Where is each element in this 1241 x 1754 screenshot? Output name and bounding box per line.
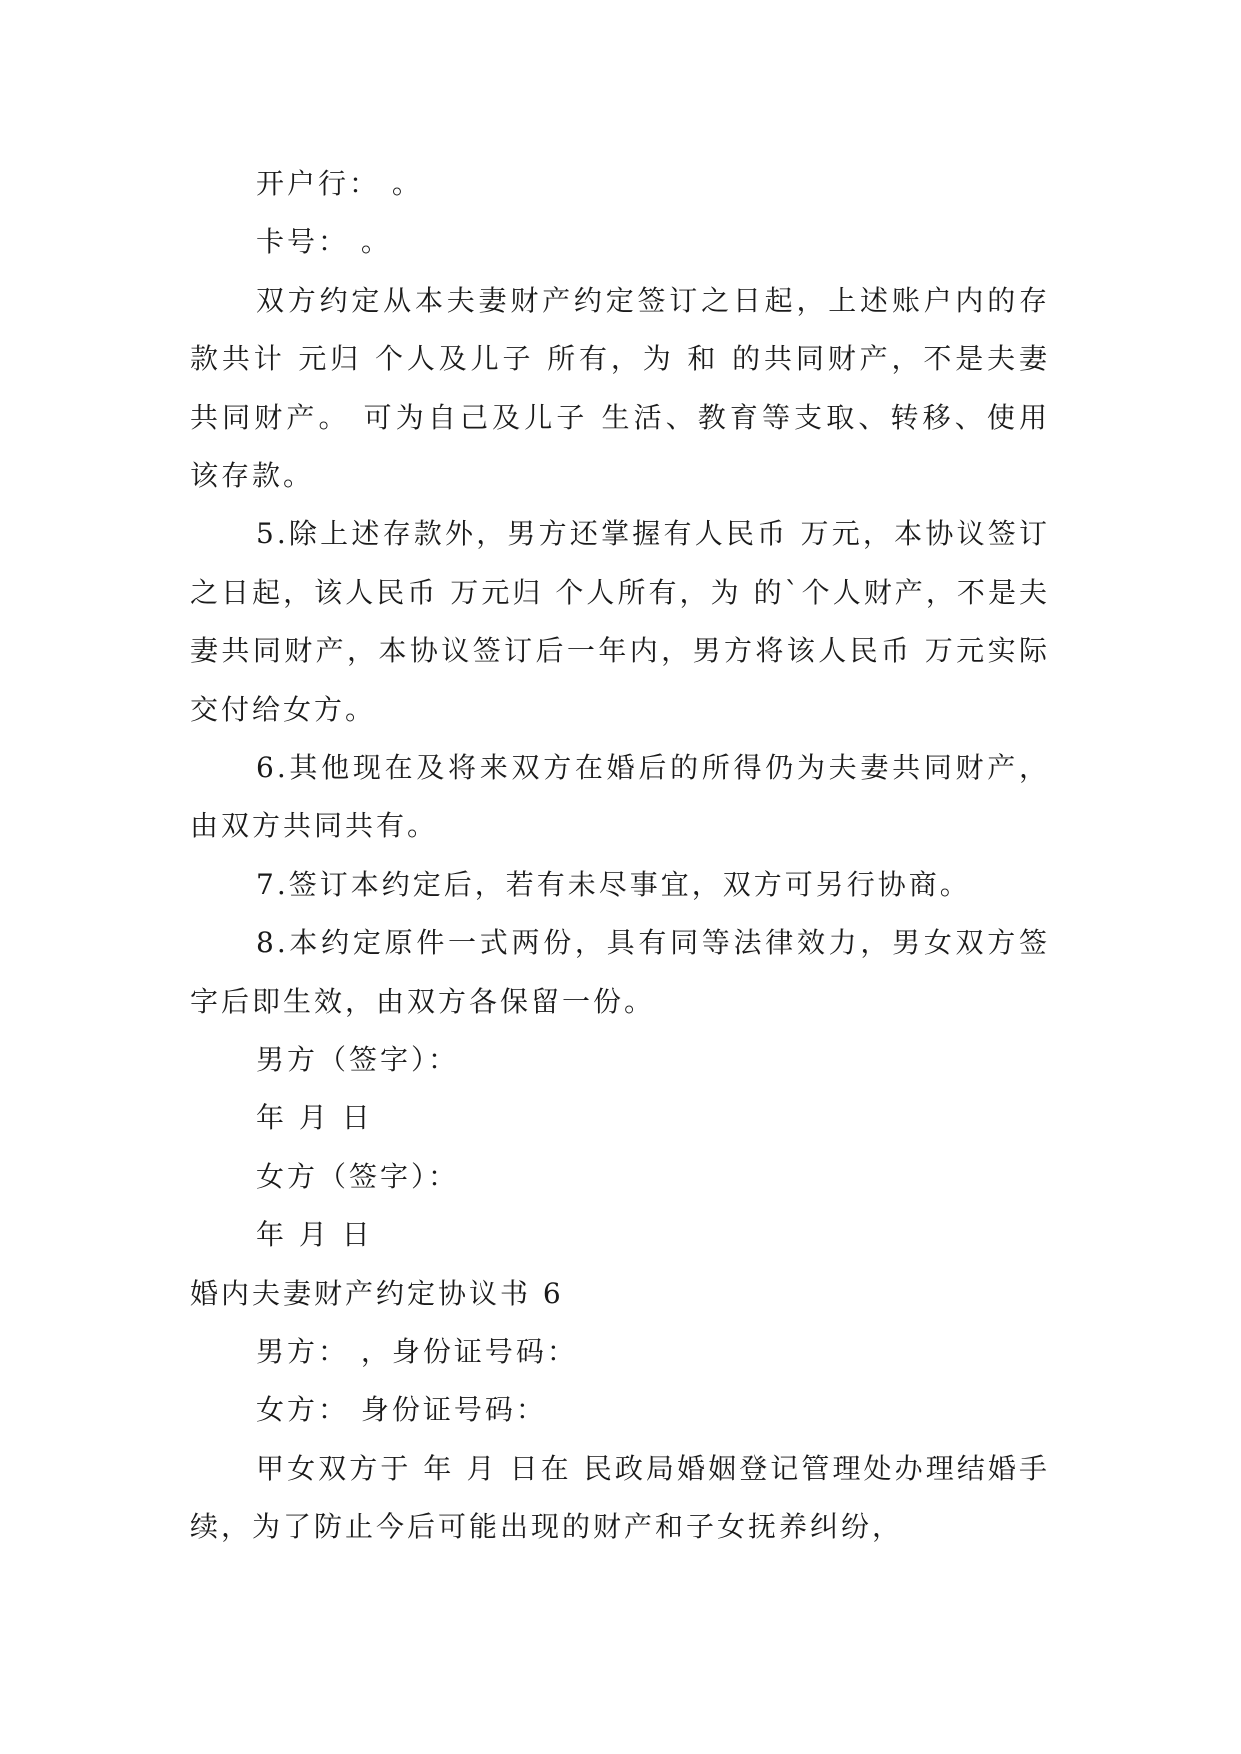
deposit-paragraph: 双方约定从本夫妻财产约定签订之日起，上述账户内的存款共计 元归 个人及儿子 所有，为 和 的共同财产，不是夫妻共同财产。 可为自己及儿子 生活、教育等支取、转移、使用该存款。 [190,283,1050,492]
clause-6-paragraph: 6.其他现在及将来双方在婚后的所得仍为夫妻共同财产，由双方共同共有。 [190,751,1050,843]
male-date-line: 年 月 日 [256,1101,373,1135]
bank-line: 开户行： 。 [256,167,423,200]
clause-8-paragraph: 8.本约定原件一式两份，具有同等法律效力，男女双方签字后即生效，由双方各保留一份。 [190,926,1050,1018]
document-body [190,155,1050,1557]
female-signature-line: 女方（签字）： [256,1159,460,1193]
male-signature-line: 男方（签字）： [256,1043,460,1077]
female-date-line: 年 月 日 [256,1218,373,1252]
intro-paragraph: 甲女双方于 年 月 日在 民政局婚姻登记管理处办理结婚手续，为了防止今后可能出现的财产和子女抚养纠纷， [190,1451,1050,1544]
clause-5-paragraph: 5.除上述存款外，男方还掌握有人民币 万元，本协议签订之日起，该人民币 万元归 个人所有，为 的`个人财产，不是夫妻共同财产，本协议签订后一年内，男方将该人民币 万元实际交付给女方。 [190,517,1050,726]
clause-7-paragraph: 7.签订本约定后，若有未尽事宜，双方可另行协商。 [256,867,971,901]
card-number-line: 卡号： 。 [256,225,392,259]
female-id-line: 女方： 身份证号码： [256,1393,547,1427]
male-id-line: 男方： ，身份证号码： [256,1335,578,1369]
section-title: 婚内夫妻财产约定协议书 6 [190,1276,564,1310]
